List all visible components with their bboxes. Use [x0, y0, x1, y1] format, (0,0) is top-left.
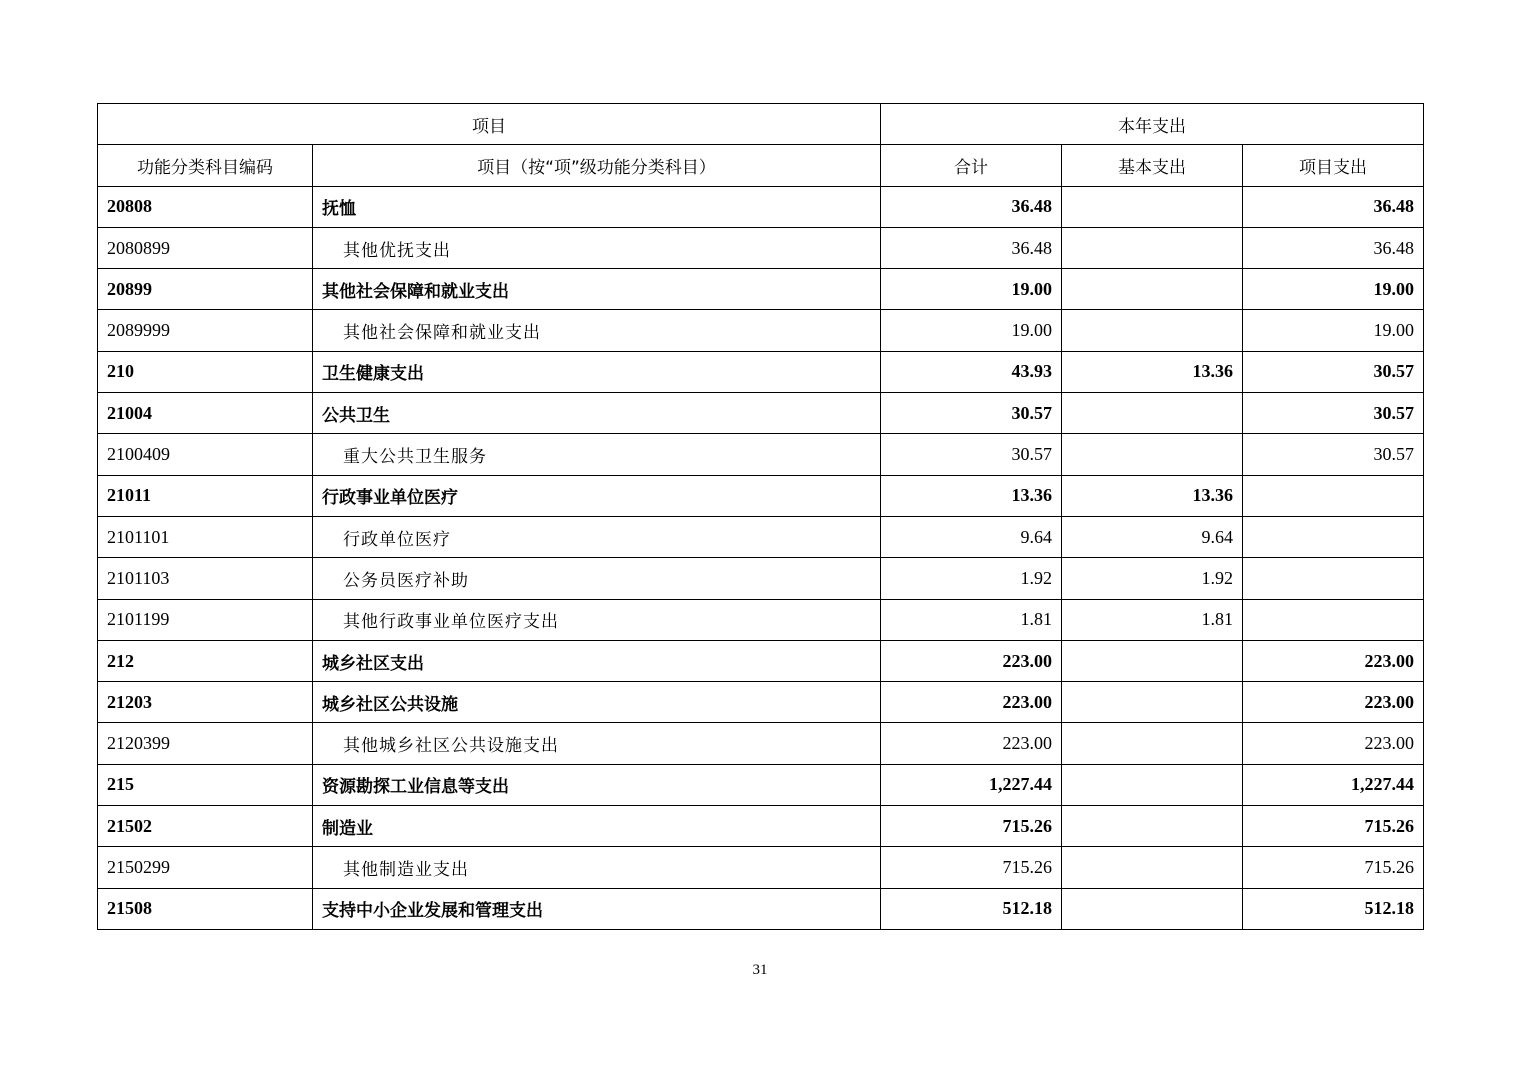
table-body [98, 186, 1424, 929]
cell-code: 2101101 [98, 516, 313, 557]
table-row [98, 599, 1424, 640]
cell-total: 19.00 [881, 310, 1062, 351]
table-row [98, 227, 1424, 268]
cell-basic [1062, 888, 1243, 929]
expenditure-table [97, 103, 1424, 930]
cell-basic [1062, 847, 1243, 888]
cell-code: 21004 [98, 393, 313, 434]
table-row [98, 764, 1424, 805]
cell-project: 512.18 [1243, 888, 1424, 929]
cell-basic [1062, 764, 1243, 805]
table-row [98, 847, 1424, 888]
cell-total: 19.00 [881, 269, 1062, 310]
cell-total: 30.57 [881, 393, 1062, 434]
cell-project: 223.00 [1243, 723, 1424, 764]
cell-project: 19.00 [1243, 269, 1424, 310]
table-row [98, 558, 1424, 599]
cell-basic: 1.92 [1062, 558, 1243, 599]
cell-project [1243, 599, 1424, 640]
cell-project: 223.00 [1243, 640, 1424, 681]
cell-code: 2100409 [98, 434, 313, 475]
cell-item-name: 重大公共卫生服务 [313, 434, 881, 475]
table-row [98, 888, 1424, 929]
cell-item-name: 行政单位医疗 [313, 516, 881, 557]
cell-project: 715.26 [1243, 847, 1424, 888]
cell-item-name: 城乡社区公共设施 [313, 682, 881, 723]
cell-total: 223.00 [881, 640, 1062, 681]
cell-project [1243, 475, 1424, 516]
cell-code: 2101103 [98, 558, 313, 599]
cell-basic [1062, 682, 1243, 723]
cell-total: 223.00 [881, 723, 1062, 764]
cell-basic [1062, 186, 1243, 227]
cell-item-name: 城乡社区支出 [313, 640, 881, 681]
cell-item-name: 其他社会保障和就业支出 [313, 269, 881, 310]
cell-project: 223.00 [1243, 682, 1424, 723]
table-row [98, 269, 1424, 310]
table-row [98, 186, 1424, 227]
cell-item-name: 其他城乡社区公共设施支出 [313, 723, 881, 764]
cell-code: 21011 [98, 475, 313, 516]
header-code: 功能分类科目编码 [98, 145, 313, 186]
cell-item-name: 其他制造业支出 [313, 847, 881, 888]
cell-basic [1062, 434, 1243, 475]
table-row [98, 723, 1424, 764]
cell-basic [1062, 269, 1243, 310]
cell-project: 30.57 [1243, 351, 1424, 392]
header-basic: 基本支出 [1062, 145, 1243, 186]
cell-project: 1,227.44 [1243, 764, 1424, 805]
cell-item-name: 资源勘探工业信息等支出 [313, 764, 881, 805]
cell-total: 30.57 [881, 434, 1062, 475]
table-row [98, 393, 1424, 434]
cell-project [1243, 516, 1424, 557]
cell-basic [1062, 227, 1243, 268]
cell-item-name: 支持中小企业发展和管理支出 [313, 888, 881, 929]
table-row [98, 310, 1424, 351]
cell-project: 36.48 [1243, 227, 1424, 268]
cell-total: 13.36 [881, 475, 1062, 516]
header-project: 项目 [98, 104, 881, 145]
cell-code: 2150299 [98, 847, 313, 888]
cell-total: 715.26 [881, 806, 1062, 847]
cell-total: 715.26 [881, 847, 1062, 888]
cell-basic [1062, 310, 1243, 351]
cell-code: 210 [98, 351, 313, 392]
cell-total: 1.92 [881, 558, 1062, 599]
cell-project: 715.26 [1243, 806, 1424, 847]
cell-item-name: 制造业 [313, 806, 881, 847]
cell-project: 19.00 [1243, 310, 1424, 351]
cell-project [1243, 558, 1424, 599]
header-row-2 [98, 145, 1424, 186]
cell-total: 43.93 [881, 351, 1062, 392]
cell-total: 36.48 [881, 227, 1062, 268]
table-row [98, 516, 1424, 557]
cell-total: 36.48 [881, 186, 1062, 227]
cell-basic [1062, 723, 1243, 764]
cell-code: 20899 [98, 269, 313, 310]
cell-total: 512.18 [881, 888, 1062, 929]
cell-basic [1062, 640, 1243, 681]
cell-code: 20808 [98, 186, 313, 227]
cell-total: 1.81 [881, 599, 1062, 640]
cell-item-name: 其他优抚支出 [313, 227, 881, 268]
page-number: 31 [752, 962, 768, 978]
cell-item-name: 其他社会保障和就业支出 [313, 310, 881, 351]
cell-basic: 9.64 [1062, 516, 1243, 557]
table-row [98, 806, 1424, 847]
cell-item-name: 公共卫生 [313, 393, 881, 434]
cell-basic: 13.36 [1062, 475, 1243, 516]
cell-project: 36.48 [1243, 186, 1424, 227]
header-current-year-expense: 本年支出 [881, 104, 1424, 145]
cell-basic [1062, 393, 1243, 434]
header-item-by-category: 项目（按“项”级功能分类科目） [313, 145, 881, 186]
table-row [98, 434, 1424, 475]
cell-project: 30.57 [1243, 393, 1424, 434]
table-row [98, 475, 1424, 516]
cell-code: 215 [98, 764, 313, 805]
header-total: 合计 [881, 145, 1062, 186]
cell-basic: 1.81 [1062, 599, 1243, 640]
table-row [98, 640, 1424, 681]
cell-basic: 13.36 [1062, 351, 1243, 392]
cell-code: 2080899 [98, 227, 313, 268]
cell-code: 212 [98, 640, 313, 681]
cell-code: 2089999 [98, 310, 313, 351]
cell-code: 21508 [98, 888, 313, 929]
cell-basic [1062, 806, 1243, 847]
cell-code: 2101199 [98, 599, 313, 640]
table-row [98, 351, 1424, 392]
cell-total: 1,227.44 [881, 764, 1062, 805]
cell-item-name: 公务员医疗补助 [313, 558, 881, 599]
cell-code: 21502 [98, 806, 313, 847]
table-row [98, 682, 1424, 723]
cell-item-name: 行政事业单位医疗 [313, 475, 881, 516]
cell-item-name: 其他行政事业单位医疗支出 [313, 599, 881, 640]
cell-item-name: 卫生健康支出 [313, 351, 881, 392]
header-project-expense: 项目支出 [1243, 145, 1424, 186]
header-row-1 [98, 104, 1424, 145]
cell-code: 2120399 [98, 723, 313, 764]
cell-project: 30.57 [1243, 434, 1424, 475]
cell-item-name: 抚恤 [313, 186, 881, 227]
cell-code: 21203 [98, 682, 313, 723]
cell-total: 9.64 [881, 516, 1062, 557]
cell-total: 223.00 [881, 682, 1062, 723]
